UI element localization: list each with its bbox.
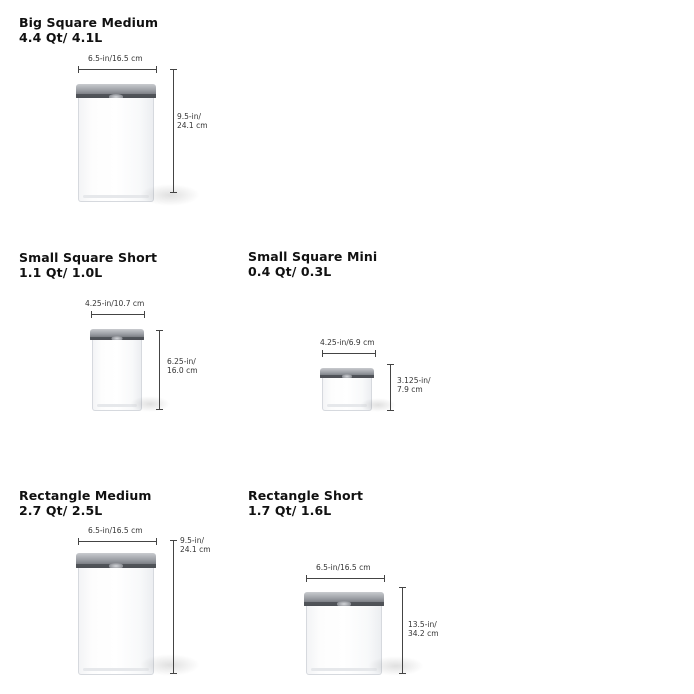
width-dimension-line: [306, 578, 385, 579]
product-name: Big Square Medium: [19, 15, 159, 30]
container-lid: [90, 329, 144, 340]
height-label: 3.125-in/ 7.9 cm: [397, 376, 431, 394]
product-name: Rectangle Medium: [19, 488, 152, 503]
height-dimension-line: [390, 364, 391, 411]
product-title-rectangle-medium: [19, 488, 152, 518]
height-dimension-line: [159, 330, 160, 410]
height-label: 9.5-in/ 24.1 cm: [180, 536, 211, 554]
product-capacity: 1.7 Qt/ 1.6L: [248, 503, 332, 518]
width-dimension-line: [78, 541, 157, 542]
width-label: 6.5-in/16.5 cm: [316, 563, 371, 572]
container-lid: [304, 592, 384, 606]
product-capacity: 2.7 Qt/ 2.5L: [19, 503, 103, 518]
container-body: [78, 98, 154, 202]
product-name: Rectangle Short: [248, 488, 364, 503]
height-dimension-line: [173, 540, 174, 674]
product-title-big-square-medium: [19, 15, 158, 45]
container-lid: [320, 368, 374, 378]
product-capacity: 1.1 Qt/ 1.0L: [19, 265, 103, 280]
product-title-small-square-short: [19, 250, 157, 280]
product-capacity: 4.4 Qt/ 4.1L: [19, 30, 103, 45]
container-lid: [76, 84, 156, 98]
width-dimension-line: [78, 69, 157, 70]
width-dimension-line: [91, 314, 145, 315]
product-title-rectangle-short: [248, 488, 363, 518]
height-label: 6.25-in/ 16.0 cm: [167, 357, 198, 375]
product-name: Small Square Mini: [248, 249, 378, 264]
product-capacity: 0.4 Qt/ 0.3L: [248, 264, 332, 279]
container-big-square-medium: [78, 84, 154, 202]
container-rectangle-medium: [78, 553, 154, 675]
width-label: 6.5-in/16.5 cm: [88, 54, 143, 63]
container-lid: [76, 553, 156, 568]
width-dimension-line: [322, 353, 376, 354]
width-label: 4.25-in/10.7 cm: [85, 299, 145, 308]
product-name: Small Square Short: [19, 250, 158, 265]
product-title-small-square-mini: [248, 249, 377, 279]
width-label: 4.25-in/6.9 cm: [320, 338, 375, 347]
height-label: 9.5-in/ 24.1 cm: [177, 112, 208, 130]
height-label: 13.5-in/ 34.2 cm: [408, 620, 439, 638]
height-dimension-line: [402, 587, 403, 674]
height-dimension-line: [173, 69, 174, 193]
width-label: 6.5-in/16.5 cm: [88, 526, 143, 535]
